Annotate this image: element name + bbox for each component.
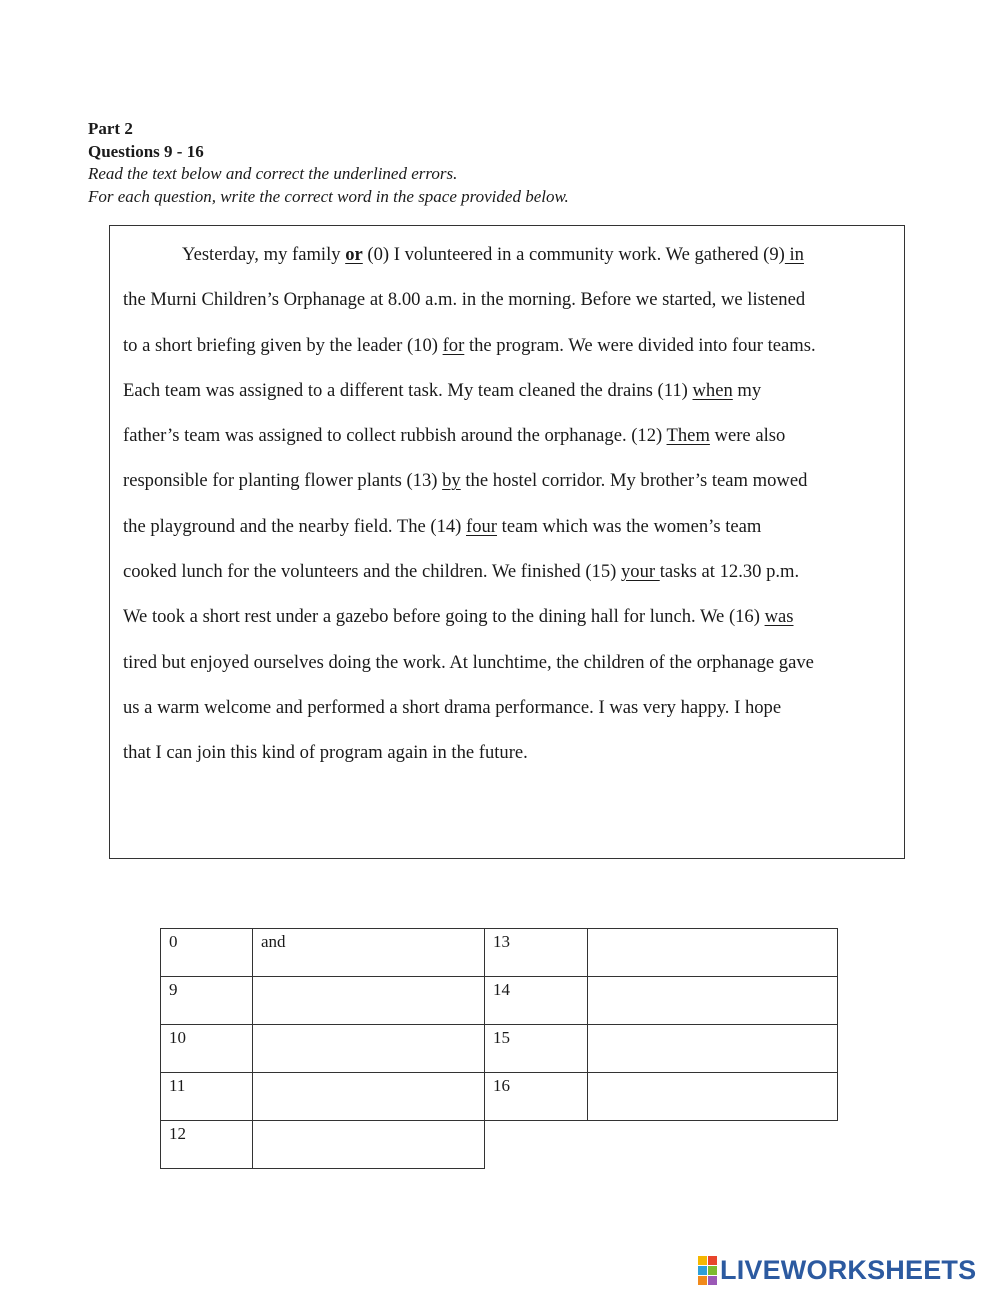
- text: Each team was assigned to a different task. My team cleaned the drains (11): [123, 379, 693, 401]
- table-row: [161, 929, 838, 977]
- passage-box: [109, 225, 905, 859]
- answer-cell: and: [253, 929, 485, 977]
- error-12: Them: [666, 425, 710, 447]
- passage-text: [123, 232, 903, 776]
- question-number: 12: [161, 1121, 253, 1169]
- passage-line: [123, 232, 903, 277]
- logo-block: [708, 1266, 717, 1275]
- text: father’s team was assigned to collect rubbish around the orphanage. (12): [123, 425, 667, 447]
- text: the playground and the nearby field. The (14): [123, 515, 467, 537]
- answer-input-10[interactable]: [253, 1025, 485, 1073]
- question-number: 15: [485, 1025, 588, 1073]
- error-10: for: [442, 334, 465, 356]
- table-row: [161, 1073, 838, 1121]
- part-title: Part 2: [88, 119, 133, 138]
- example-error: or: [345, 244, 363, 265]
- answer-input-15[interactable]: [588, 1025, 838, 1073]
- instruction-line-2: For each question, write the correct word in the space provided below.: [88, 186, 569, 206]
- passage-line: [123, 549, 903, 594]
- question-number: 0: [161, 929, 253, 977]
- text: Yesterday, my family: [182, 244, 346, 265]
- passage-line: us a warm welcome and performed a short drama performance. I was very happy. I hope: [123, 696, 782, 718]
- question-number: 13: [485, 929, 588, 977]
- passage-line: [123, 594, 903, 639]
- logo-block: [698, 1266, 707, 1275]
- text: team which was the women’s team: [497, 515, 762, 537]
- passage-line: [123, 458, 903, 503]
- passage-line: [123, 323, 903, 368]
- answer-input-11[interactable]: [253, 1073, 485, 1121]
- liveworksheets-logo[interactable]: [698, 1255, 976, 1285]
- passage-line: tired but enjoyed ourselves doing the work. At lunchtime, the children of the orphanage gave: [123, 651, 814, 673]
- logo-block: [708, 1256, 717, 1265]
- logo-blocks-icon: [698, 1256, 717, 1285]
- answer-input-16[interactable]: [588, 1073, 838, 1121]
- passage-line: [123, 413, 903, 458]
- text: the hostel corridor. My brother’s team mowed: [460, 470, 808, 492]
- table-row: [161, 1025, 838, 1073]
- table-row: [161, 977, 838, 1025]
- text: to a short briefing given by the leader (10): [123, 334, 443, 356]
- error-13: by: [442, 470, 461, 492]
- text: the program. We were divided into four teams.: [464, 334, 816, 356]
- answer-input-9[interactable]: [253, 977, 485, 1025]
- error-14: four: [466, 515, 497, 537]
- error-15: your: [620, 561, 660, 583]
- text: my: [732, 379, 762, 401]
- text: We took a short rest under a gazebo before going to the dining hall for lunch. We (16): [123, 606, 765, 628]
- logo-block: [708, 1276, 717, 1285]
- text: (0) I volunteered in a community work. We gathered (9): [362, 244, 785, 265]
- instruction-line-1: Read the text below and correct the underlined errors.: [88, 164, 458, 183]
- text: cooked lunch for the volunteers and the children. We finished (15): [123, 561, 621, 583]
- passage-line: [123, 504, 903, 549]
- error-16: was: [764, 606, 794, 628]
- question-number: 10: [161, 1025, 253, 1073]
- passage-line: [123, 368, 903, 413]
- section-header: [88, 118, 569, 208]
- passage-line: the Murni Children’s Orphanage at 8.00 a.m. in the morning. Before we started, we listened: [123, 289, 806, 311]
- text: tasks at 12.30 p.m.: [659, 561, 800, 583]
- text: were also: [709, 425, 786, 447]
- question-number: 11: [161, 1073, 253, 1121]
- text: responsible for planting flower plants (13): [123, 470, 443, 492]
- question-number: 14: [485, 977, 588, 1025]
- passage-line: that I can join this kind of program again in the future.: [123, 742, 528, 764]
- question-number: 16: [485, 1073, 588, 1121]
- error-9: in: [784, 244, 804, 265]
- questions-range: Questions 9 - 16: [88, 141, 204, 161]
- empty-cell: [485, 1121, 838, 1169]
- logo-wordmark: LIVEWORKSHEETS: [720, 1254, 977, 1285]
- logo-block: [698, 1256, 707, 1265]
- answer-input-14[interactable]: [588, 977, 838, 1025]
- answer-input-12[interactable]: [253, 1121, 485, 1169]
- error-11: when: [692, 379, 733, 401]
- question-number: 9: [161, 977, 253, 1025]
- answer-input-13[interactable]: [588, 929, 838, 977]
- answer-table: [160, 928, 838, 1169]
- logo-block: [698, 1276, 707, 1285]
- table-row: [161, 1121, 838, 1169]
